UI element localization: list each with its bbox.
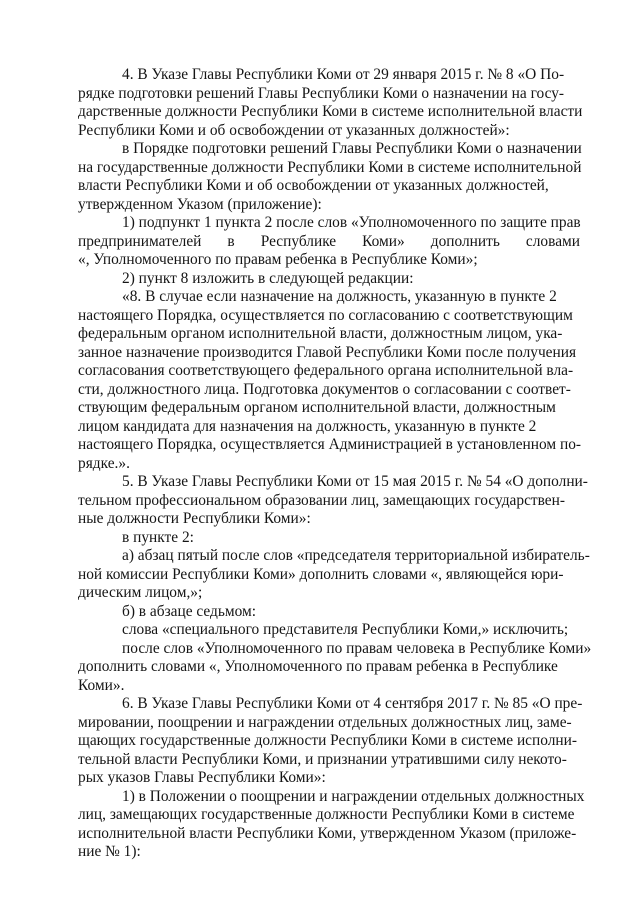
text-line: Республики Коми и об освобождении от указанных должностей»: bbox=[78, 121, 510, 139]
text-line: б) в абзаце седьмом: bbox=[122, 602, 257, 620]
text-line: 2) пункт 8 изложить в следующей редакции: bbox=[122, 269, 414, 287]
text-word: словами bbox=[525, 232, 580, 250]
text-line: рядке.». bbox=[78, 454, 130, 472]
text-word: Республике bbox=[260, 232, 337, 250]
text-word: в bbox=[227, 232, 235, 250]
text-line: федеральным органом исполнительной власти, должностным лицом, ука- bbox=[78, 325, 563, 342]
text-line: власти Республики Коми и об освобождении от указанных должностей, bbox=[78, 177, 549, 194]
text-line: лицом кандидата для назначения на должность, указанную в пункте 2 bbox=[78, 417, 537, 435]
text-line: тельном профессиональном образовании лиц, замещающих государствен- bbox=[78, 491, 565, 509]
text-line: исполнительной власти Республики Коми, утвержденном Указом (приложе- bbox=[78, 824, 577, 842]
text-line: рядке подготовки решений Главы Республики Коми о назначении на госу- bbox=[78, 84, 565, 102]
text-line: в пункте 2: bbox=[122, 528, 194, 546]
document-body bbox=[78, 66, 592, 862]
text-line: занное назначение производится Главой Республики Коми после получения bbox=[78, 343, 577, 361]
text-word: предпринимателей bbox=[78, 232, 202, 250]
text-line: а) абзац пятый после слов «председателя территориальной избиратель- bbox=[122, 547, 590, 564]
text-line: настоящего Порядка, осуществляется Администрацией в установленном по- bbox=[78, 436, 582, 453]
text-line bbox=[78, 233, 580, 252]
text-line: 6. В Указе Главы Республики Коми от 4 сентября 2017 г. № 85 «О пре- bbox=[122, 695, 583, 712]
text-line: дополнить словами «, Уполномоченного по правам ребенка в Республике bbox=[78, 658, 558, 675]
text-line: Коми». bbox=[78, 676, 125, 694]
text-line: ние № 1): bbox=[78, 843, 141, 860]
text-line: 4. В Указе Главы Республики Коми от 29 января 2015 г. № 8 «О По- bbox=[122, 66, 565, 83]
text-line: тельной власти Республики Коми, и признании утратившими силу некото- bbox=[78, 750, 567, 768]
text-line: слова «специального представителя Республики Коми,» исключить; bbox=[122, 621, 569, 638]
text-line: ствующим федеральным органом исполнительной власти, должностным bbox=[78, 399, 556, 416]
text-line: щающих государственные должности Республики Коми в системе исполни- bbox=[78, 732, 578, 749]
text-word: дополнить bbox=[430, 232, 500, 250]
text-word: Коми» bbox=[362, 232, 405, 250]
text-line: настоящего Порядка, осуществляется по согласованию с соответствующим bbox=[78, 306, 573, 324]
text-line: лиц, замещающих государственные должности Республики Коми в системе bbox=[78, 806, 575, 823]
text-line: 1) в Положении о поощрении и награждении отдельных должностных bbox=[122, 787, 585, 805]
text-line: «8. В случае если назначение на должность, указанную в пункте 2 bbox=[122, 288, 557, 305]
text-line: ные должности Республики Коми»: bbox=[78, 510, 311, 527]
text-line: после слов «Уполномоченного по правам человека в Республике Коми» bbox=[122, 639, 592, 657]
text-line: сти, должностного лица. Подготовка документов о согласовании с соответ- bbox=[78, 380, 571, 398]
text-line: в Порядке подготовки решений Главы Республики Коми о назначении bbox=[122, 140, 582, 157]
text-line: дическим лицом,»; bbox=[78, 584, 203, 601]
text-line: утвержденном Указом (приложение): bbox=[78, 195, 322, 213]
text-line: дарственные должности Республики Коми в системе исполнительной власти bbox=[78, 103, 583, 120]
text-line: 1) подпункт 1 пункта 2 после слов «Уполномоченного по защите прав bbox=[122, 214, 581, 231]
text-line: согласования соответствующего федерального органа исполнительной вла- bbox=[78, 362, 574, 379]
text-line: «, Уполномоченного по правам ребенка в Республике Коми»; bbox=[78, 251, 478, 268]
text-line: 5. В Указе Главы Республики Коми от 15 мая 2015 г. № 54 «О дополни- bbox=[122, 473, 588, 490]
text-line: рых указов Главы Республики Коми»: bbox=[78, 769, 326, 786]
text-line: на государственные должности Республики Коми в системе исполнительной bbox=[78, 158, 582, 176]
text-line: мировании, поощрении и награждении отдельных должностных лиц, заме- bbox=[78, 713, 572, 731]
text-line: ной комиссии Республики Коми» дополнить словами «, являющейся юри- bbox=[78, 565, 564, 583]
